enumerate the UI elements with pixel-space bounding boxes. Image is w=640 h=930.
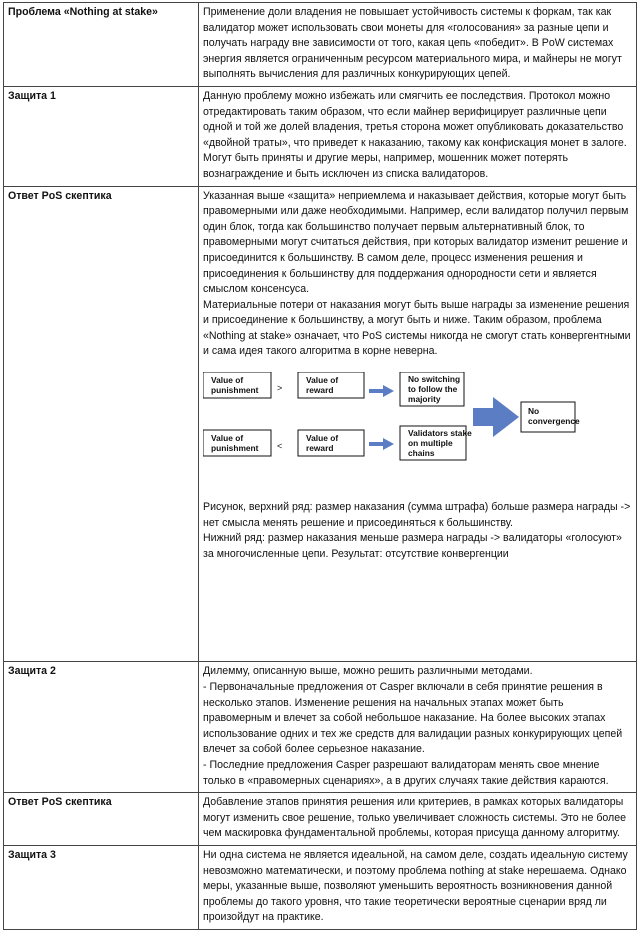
row-text: Ни одна система не является идеальной, на самом деле, создать идеальную систему невозможно математически, и поэтому проблема nothing at stake нерешаема. Однако меры, указанные выше, позволяют уменьшить вероятность возникновения данной проблемы до такого уровня, что такие теоретически вероятные сценарии вряд ли произойдут на практике. xyxy=(199,845,637,929)
row-text: Применение доли владения не повышает устойчивость системы к форкам, так как валидатор может использовать свои монеты для «голосования» за разные цепи и получать награду вне зависимости от того, какая цепь «победит». В PoW системах энергия является ограниченным ресурсом материального мира, и майнеры не могут выполнять вычисления для различных конкурирующих цепей. xyxy=(199,3,637,87)
row-label: Ответ PoS скептика xyxy=(4,793,199,846)
box-text: Value of xyxy=(211,375,244,386)
comparison-table xyxy=(3,2,637,930)
box-text: punishment xyxy=(211,443,259,454)
box-text: No xyxy=(528,406,540,417)
box-text: Value of xyxy=(306,433,339,444)
row-label: Защита 2 xyxy=(4,662,199,793)
table-row xyxy=(4,3,637,87)
box-text: reward xyxy=(306,385,334,396)
arrow-right-icon xyxy=(369,438,394,450)
figure-caption: Рисунок, верхний ряд: размер наказания (сумма штрафа) больше размера награды -> нет смысла менять решение и присоединяться к большинству. xyxy=(203,501,631,529)
row-label: Проблема «Nothing at stake» xyxy=(4,3,199,87)
box-text: Value of xyxy=(306,375,339,386)
arrow-right-icon xyxy=(369,385,394,397)
box-text: Validators stake xyxy=(408,428,472,439)
box-text: to follow the xyxy=(408,384,458,395)
operator-greater: > xyxy=(277,383,283,394)
box-text: convergence xyxy=(528,416,580,427)
paragraph: Материальные потери от наказания могут быть выше награды за изменение решения и присоединение к большинству, а могут быть и ниже. Таким образом, проблема «Nothing at stake» означает, что PoS системы никогда не смогут стать конвергентными и сама идея такого алгоритма в корне неверна. xyxy=(203,298,631,358)
big-arrow-right-icon xyxy=(473,397,519,437)
paragraph: Указанная выше «защита» неприемлема и наказывает действия, которые могут быть правомерными или даже необходимыми. Например, если валидатор получил первым один блок, тогда как большинство получает первым альтернативный блок, то правомерными могут считаться действия, при которых валидатор изменит решение и присоединится к большинству. В самом деле, процесс изменения решения и присоединения к большинству для поддержания однородности сети и является смыслом консенсуса. xyxy=(203,189,629,296)
row-label: Ответ PoS скептика xyxy=(4,186,199,662)
box-text: Value of xyxy=(211,433,244,444)
paragraph: - Первоначальные предложения от Casper включали в себя принятие решения в несколько этапов. Изменение решения на начальных этапах может быть правомерным и влечет за собой небольшое наказание. На более высоких этапах использование одних и тех же средств для валидации разных конкурирующих цепей влечет за собой более серьезное наказание. xyxy=(203,681,623,756)
table-row xyxy=(4,845,637,929)
operator-less: < xyxy=(277,441,283,452)
box-text: chains xyxy=(408,448,435,459)
box-text: on multiple xyxy=(408,438,453,449)
row-label: Защита 1 xyxy=(4,86,199,186)
box-text: punishment xyxy=(211,385,259,396)
paragraph: Дилемму, описанную выше, можно решить различными методами. xyxy=(203,665,533,678)
box-text: reward xyxy=(306,443,334,454)
row-text xyxy=(199,662,637,793)
table-row xyxy=(4,793,637,846)
row-text: Добавление этапов принятия решения или критериев, в рамках которых валидаторы могут изменить свое решение, только увеличивает сложность системы. Это не более чем маскировка фундаментальной проблемы, которая присуща данному алгоритму. xyxy=(199,793,637,846)
paragraph: - Последние предложения Casper разрешают валидаторам менять свое мнение только в «правомерных сценариях», а в других случаях такие действия караются. xyxy=(203,759,609,787)
convergence-diagram xyxy=(203,372,632,490)
table-row xyxy=(4,86,637,186)
table-row xyxy=(4,186,637,662)
blank-space xyxy=(203,562,632,658)
box-text: No switching xyxy=(408,374,461,385)
row-text: Данную проблему можно избежать или смягчить ее последствия. Протокол можно отредактировать таким образом, что если майнер верифицирует различные цепи одной и той же долей владения, третья сторона может опубликовать доказательство «двойной траты», что приведет к наказанию, такому как конфискация монет в залоге. Могут быть приняты и другие меры, например, мошенник может потерять вознаграждение и быть исключен из списка валидаторов. xyxy=(199,86,637,186)
figure-caption: Нижний ряд: размер наказания меньше размера награды -> валидаторы «голосуют» за многочисленные цепи. Результат: отсутствие конвергенции xyxy=(203,532,622,560)
row-text-with-figure xyxy=(199,186,637,662)
box-text: majority xyxy=(408,394,441,405)
diagram-svg xyxy=(203,372,639,490)
table-row xyxy=(4,662,637,793)
row-label: Защита 3 xyxy=(4,845,199,929)
